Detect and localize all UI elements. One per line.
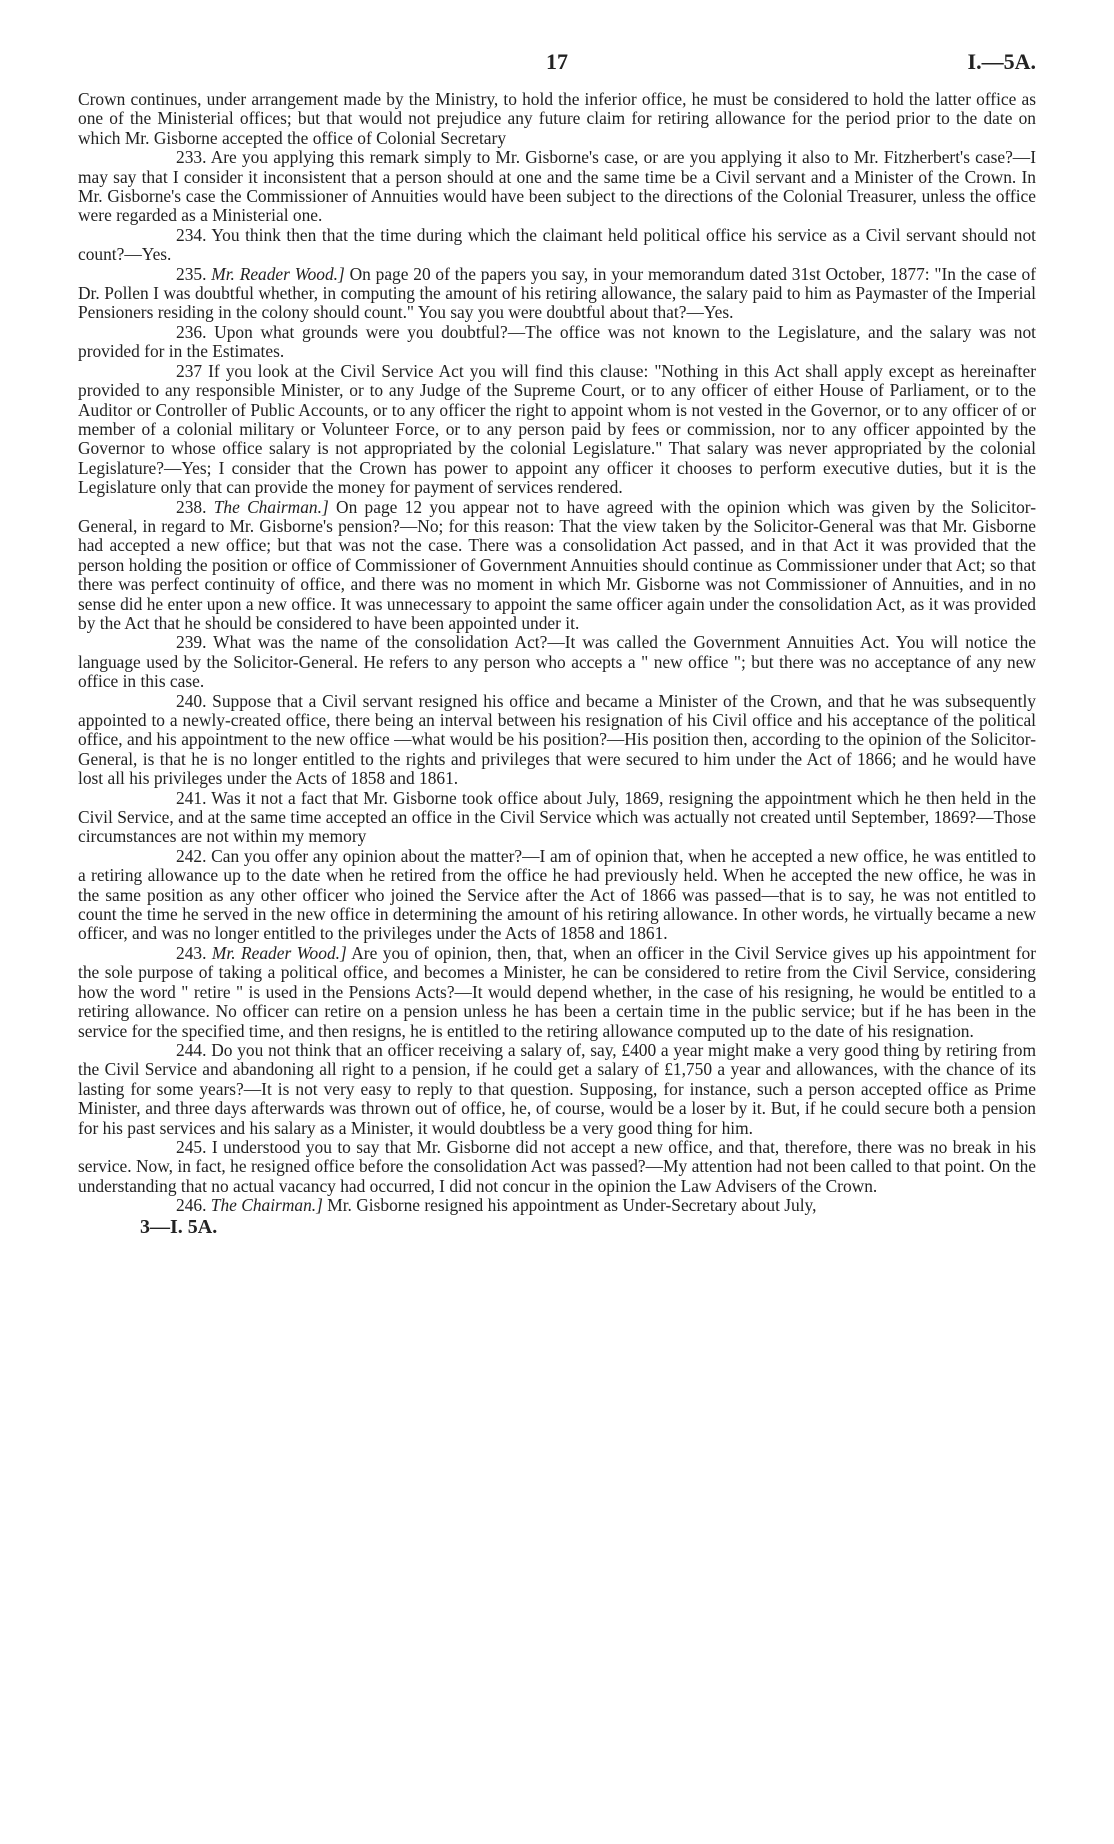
- paragraph-text: Do you not think that an officer receiving a salary of, say, £400 a year might make a very good thing by retiring from the Civil Service and abandoning all right to a pension, if he could get a salary of £1,750 a year and allowances, with the chance of its lasting for some years?—It is not very easy to reply to that question. Supposing, for instance, such a person accepted office as Prime Minister, and three days afterwards was thrown out of office, he, of course, would be a loser by it. But, if he could secure both a pension for his past services and his salary as a Minister, it would doubtless be a very good thing for him.: [78, 1039, 1036, 1138]
- paragraph-text: Are you of opinion, then, that, when an officer in the Civil Service gives up his appointment for the sole purpose of taking a political office, and becomes a Minister, he can be considered to retire from the Civil Service, considering how the word " retire " is used in the Pensions Acts?—It would depend whether, in the case of his resigning, he would be entitled to a retiring allowance. No officer can retire on a pension unless he has been a certain time in the public service; but if he has been in the service for the specified time, and then resigns, he is entitled to the retiring allowance computed up to the date of his resignation.: [78, 942, 1036, 1041]
- testimony-paragraph: [78, 362, 1036, 498]
- testimony-paragraph: [78, 1196, 1036, 1215]
- paragraph-text: If you look at the Civil Service Act you will find this clause: "Nothing in this Act shall apply except as hereinafter provided to any responsible Minister, or to any Judge of the Supreme Court, or to any officer of either House of Parliament, or to the Auditor or Controller of Public Accounts, or to any officer the right to appoint whom is not vested in the Governor, or to any officer of or member of a colonial military or Volunteer Force, or to any person paid by fees or commission, nor to any officer appointed by the Governor to whose office salary is not appropriated by the colonial Legislature." That salary was never appropriated by the colonial Legislature?—Yes; I consider that the Crown has power to appoint any officer it chooses to perform executive duties, but it is the Legislature only that can provide the money for payment of services rendered.: [78, 360, 1036, 498]
- testimony-paragraph: [78, 1041, 1036, 1138]
- document-body: [78, 90, 1036, 1216]
- testimony-paragraph: [78, 633, 1036, 691]
- question-number: 238.: [176, 496, 207, 517]
- testimony-paragraph: [78, 692, 1036, 789]
- paragraph-text: On page 20 of the papers you say, in your memorandum dated 31st October, 1877: "In the case of Dr. Pollen I was doubtful whether, in computing the amount of his retiring allowance, the salary paid to him as Paymaster of the Imperial Pensioners residing in the colony should count." You say you were doubtful about that?—Yes.: [78, 263, 1036, 323]
- question-number: 244.: [176, 1039, 207, 1060]
- paragraph-text: I understood you to say that Mr. Gisborne did not accept a new office, and that, therefore, there was no break in his service. Now, in fact, he resigned office before the consolidation Act was passed?—My attention had not been called to that point. On the understanding that no actual vacancy had occurred, I did not concur in the opinion the Law Advisers of the Crown.: [78, 1136, 1036, 1196]
- speaker-name: The Chairman.]: [210, 1195, 323, 1216]
- paragraph-text: Was it not a fact that Mr. Gisborne took office about July, 1869, resigning the appointment which he then held in the Civil Service, and at the same time accepted an office in the Civil Service which was actually not created until September, 1869?—Those circumstances are not within my memory: [78, 787, 1036, 847]
- paragraph-text: You think then that the time during which the claimant held political office his service as a Civil servant should not count?—Yes.: [78, 224, 1036, 265]
- paragraph-text: Can you offer any opinion about the matter?—I am of opinion that, when he accepted a new office, he was entitled to a retiring allowance up to the date when he retired from the office he had previously held. When he accepted the new office, he was in the same position as any other officer who joined the Service after the Act of 1866 was passed—that is to say, he was not entitled to count the time he served in the new office in determining the amount of his retiring allowance. In other words, he virtually became a new officer, and was no longer entitled to the privileges under the Acts of 1858 and 1861.: [78, 845, 1036, 944]
- question-number: 233.: [176, 147, 207, 168]
- question-number: 239.: [176, 632, 207, 653]
- testimony-paragraph: [78, 944, 1036, 1041]
- testimony-paragraph: [78, 148, 1036, 226]
- testimony-paragraph: [78, 1138, 1036, 1196]
- speaker-name: Mr. Reader Wood.]: [211, 942, 347, 963]
- question-number: 235.: [176, 263, 207, 284]
- question-number: 242.: [176, 845, 207, 866]
- paragraph-text: Mr. Gisborne resigned his appointment as Under-Secretary about July,: [327, 1195, 817, 1216]
- question-number: 234.: [176, 224, 207, 245]
- sheet-signature: 3—I. 5A.: [140, 1215, 218, 1238]
- speaker-name: The Chairman.]: [213, 496, 329, 517]
- testimony-paragraph: [78, 90, 1036, 148]
- question-number: 245.: [176, 1136, 207, 1157]
- testimony-paragraph: [78, 498, 1036, 634]
- question-number: 241.: [176, 787, 207, 808]
- paragraph-text: What was the name of the consolidation Act?—It was called the Government Annuities Act. You will notice the language used by the Solicitor-General. He refers to any person who accepts a " new office "; but there was no acceptance of any new office in this case.: [78, 632, 1036, 692]
- testimony-paragraph: [78, 323, 1036, 362]
- testimony-paragraph: [78, 265, 1036, 323]
- paragraph-text: Crown continues, under arrangement made by the Ministry, to hold the inferior office, he must be considered to hold the latter office as one of the Ministerial offices; but that would not prejudice any future claim for retiring allowance for the period prior to the date on which Mr. Gisborne accepted the office of Colonial Secretary: [78, 89, 1036, 148]
- document-page: [78, 49, 1036, 1238]
- paragraph-text: On page 12 you appear not to have agreed with the opinion which was given by the Solicitor-General, in regard to Mr. Gisborne's pension?—No; for this reason: That the view taken by the Solicitor-General was that Mr. Gisborne had accepted a new office; but that was not the case. There was a consolidation Act passed, and in that Act it was provided that the person holding the position or office of Commissioner of Government Annuities should continue as Commissioner under that Act; so that there was perfect continuity of office, and there was no moment in which Mr. Gisborne was not Commissioner of Annuities, and in no sense did he enter upon a new office. It was unnecessary to appoint the same officer again under the consolidation Act, as it was provided by the Act that he should be considered to have been appointed under it.: [78, 496, 1036, 633]
- paragraph-text: Are you applying this remark simply to Mr. Gisborne's case, or are you applying it also to Mr. Fitzherbert's case?—I may say that I consider it inconsistent that a person should at one and the same time be a Civil servant and a Minister of the Crown. In Mr. Gisborne's case the Commissioner of Annuities would have been subject to the directions of the Colonial Treasurer, unless the office were regarded as a Ministerial one.: [78, 147, 1036, 226]
- speaker-name: Mr. Reader Wood.]: [211, 263, 345, 284]
- testimony-paragraph: [78, 226, 1036, 265]
- paragraph-text: Suppose that a Civil servant resigned his office and became a Minister of the Crown, and that he was subsequently appointed to a newly-created office, there being an interval between his resignation of his Civil office and his acceptance of the political office, and his appointment to the new office —what would be his position?—His position then, according to the opinion of the Solicitor-General, is that he is no longer entitled to the rights and privileges that were secured to him under the Act of 1866; and he would have lost all his privileges under the Acts of 1858 and 1861.: [78, 690, 1036, 789]
- question-number: 236.: [176, 321, 207, 342]
- question-number: 237: [176, 360, 203, 381]
- document-reference: I.—5A.: [967, 49, 1036, 74]
- testimony-paragraph: [78, 789, 1036, 847]
- page-header: [78, 49, 1036, 90]
- question-number: 243.: [176, 942, 207, 963]
- paragraph-text: Upon what grounds were you doubtful?—The office was not known to the Legislature, and the salary was not provided for in the Estimates.: [78, 321, 1036, 362]
- page-number: 17: [546, 49, 568, 74]
- question-number: 240.: [176, 690, 207, 711]
- question-number: 246.: [176, 1195, 207, 1216]
- testimony-paragraph: [78, 847, 1036, 944]
